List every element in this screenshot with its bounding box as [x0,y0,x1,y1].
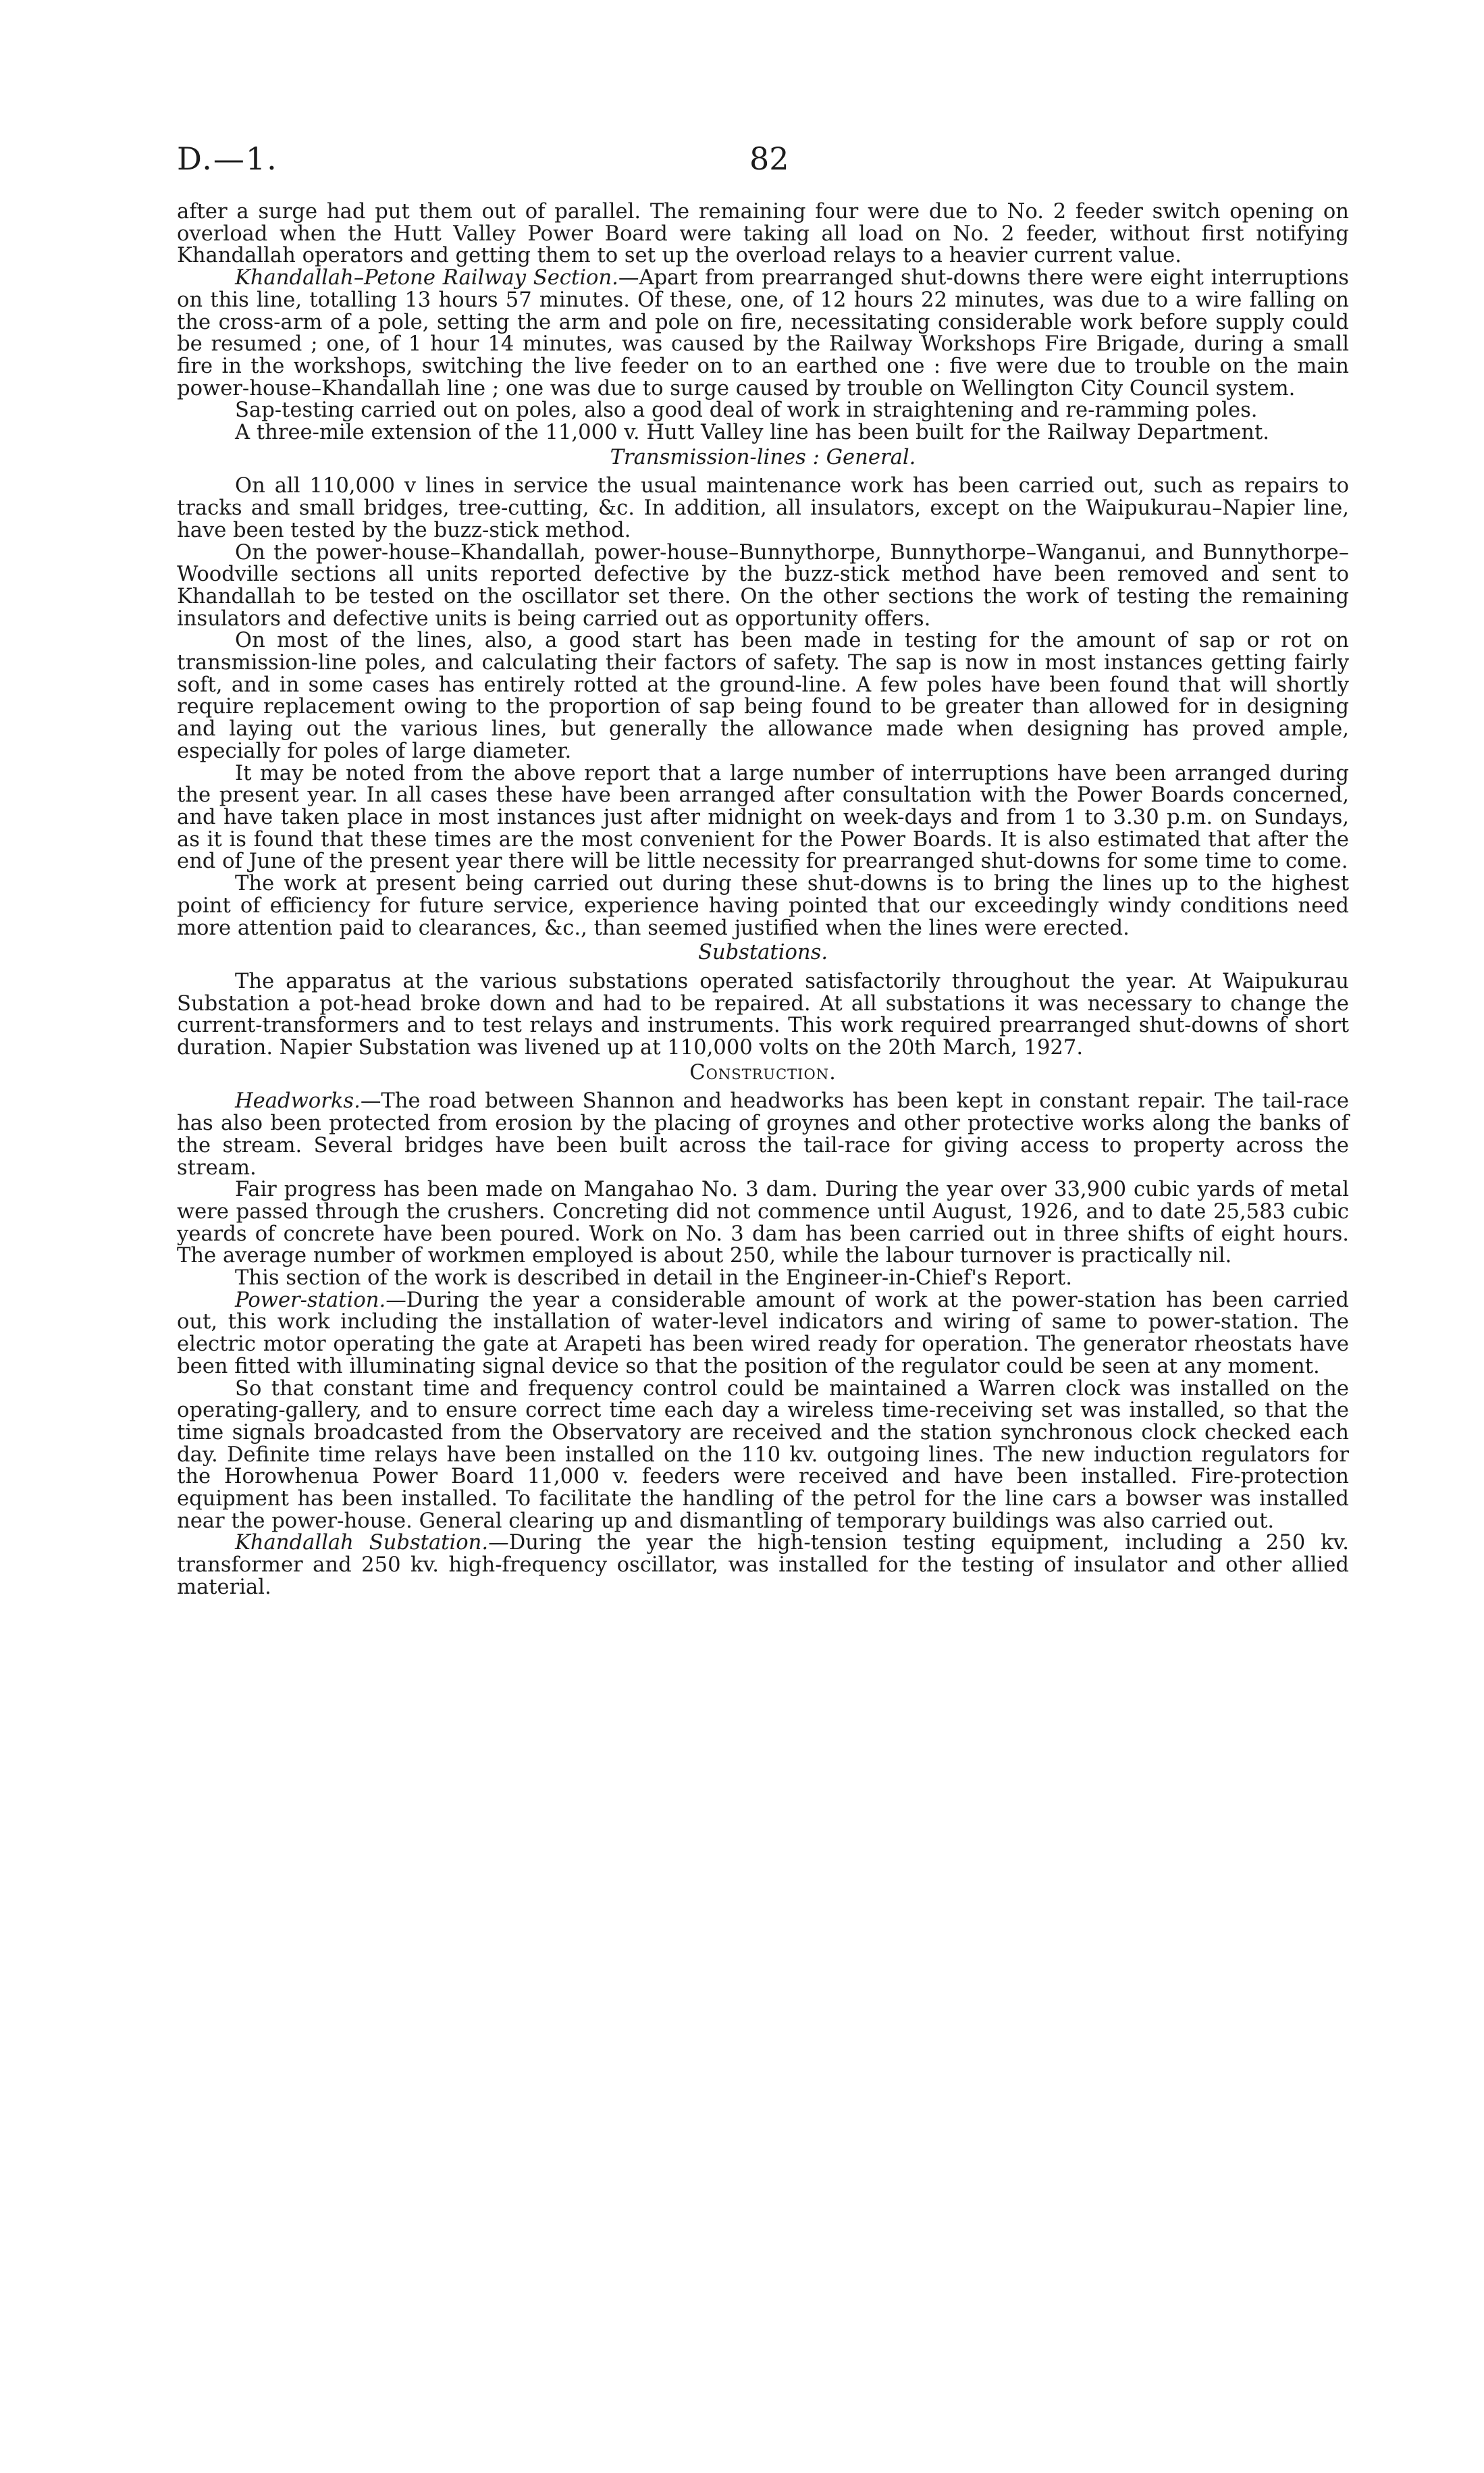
paragraph: after a surge had put them out of parallel. The remaining four were due to No. 2 feeder switch opening on overload when the Hutt Valley Power Board were taking all load on No. 2 feeder, without first notifying Khandallah operators and getting them to set up the overload relays to a heavier current value. [177,200,1349,268]
paragraph: Fair progress has been made on Mangahao No. 3 dam. During the year over 33,900 cubic yards of metal were passed through the crushers. Concreting did not commence until August, 1926, and to date 25,583 cubic yeards of concrete have been poured. Work on No. 3 dam has been carried out in three shifts of eight hours. The average number of workmen employed is about 250, while the labour turnover is practically nil. [177,1178,1349,1268]
section-lead: Khandallah–Petone Railway Section. [235,266,618,290]
paragraph: Sap-testing carried out on poles, also a good deal of work in straightening and re-ramming poles. [235,398,1258,423]
document-reference: D.—1. [177,140,278,177]
section-heading: Construction. [689,1060,837,1085]
page-number: 82 [749,140,789,177]
paragraph: On most of the lines, also, a good start has been made in testing for the amount of sap or rot on transmission-line poles, and calculating their factors of safety. The sap is now in most instances getting fairly soft, and in some cases has entirely rotted at the ground-line. A few poles have been found that will shortly require replacement owing to the proportion of sap being found to be greater than allowed for in designing and laying out the various lines, but generally the allowance made when designing has proved ample, especially for poles of large diameter. [177,629,1349,763]
paragraph [177,1532,1349,1598]
section-lead: Power-station. [235,1288,386,1312]
section-lead: Headworks. [235,1089,361,1114]
paragraph-text: —The road between Shannon and headworks has been kept in constant repair. The tail-race has also been protected from erosion by the placing of groynes and other protective works along the banks of the stream. Several bridges have been built across the tail-race for giving access to property across the stream. [177,1089,1349,1180]
section-heading: Transmission-lines : General. [610,445,916,469]
paragraph: On all 110,000 v lines in service the usual maintenance work has been carried out, such as repairs to tracks and small bridges, tree-cutting, &c. In addition, all insulators, except on the Waipukurau–Napier line, have been tested by the buzz-stick method. [177,474,1349,542]
page-header [177,140,1349,181]
paragraph: On the power-house–Khandallah, power-house–Bunnythorpe, Bunnythorpe–Wanganui, and Bunnythorpe–Woodville sections all units reported defective by the buzz-stick method have been removed and sent to Khandallah to be tested on the oscillator set there. On the other sections the work of testing the remaining insulators and defective units is being carried out as opportunity offers. [177,540,1349,631]
paragraph-text: —During the year the high-tension testing equipment, including a 250 kv. transformer and 250 kv. high-frequency oscillator, was installed for the testing of insulator and other allied material. [177,1531,1349,1599]
section-lead: Khandallah Substation. [235,1531,489,1555]
paragraph [177,1290,1349,1378]
paragraph: This section of the work is described in detail in the Engineer-in-Chief's Report. [235,1266,1072,1291]
paragraph: A three-mile extension of the 11,000 v. Hutt Valley line has been built for the Railway Department. [235,421,1269,445]
paragraph [177,1091,1349,1179]
paragraph: The work at present being carried out during these shut-downs is to bring the lines up to the highest point of efficiency for future service, experience having pointed that our exceedingly windy conditions need more attention paid to clearances, &c., than seemed justified when the lines were erected. [177,872,1349,940]
paragraph: It may be noted from the above report that a large number of interruptions have been arranged during the present year. In all cases these have been arranged after consultation with the Power Boards concerned, and have taken place in most instances just after midnight on week-days and from 1 to 3.30 p.m. on Sundays, as it is found that these times are the most convenient for the Power Boards. It is also estimated that after the end of June of the present year there will be little necessity for prearranged shut-downs for some time to come. [177,761,1349,874]
paragraph-text: —During the year a considerable amount of work at the power-station has been carried out, this work including the installation of water-level indicators and wiring of same to power-station. The electric motor operating the gate at Arapeti has been wired ready for operation. The generator rheostats have been fitted with illuminating signal device so that the position of the regulator could be seen at any moment. [177,1288,1349,1378]
body-text [177,201,1349,1599]
paragraph: So that constant time and frequency control could be maintained a Warren clock was installed on the operating-gallery, and to ensure correct time each day a wireless time-receiving set was installed, so that the time signals broadcasted from the Observatory are received and the station synchronous clock checked each day. Definite time relays have been installed on the 110 kv. outgoing lines. The new induction regulators for the Horowhenua Power Board 11,000 v. feeders were received and have been installed. Fire-protection equipment has been installed. To facilitate the handling of the petrol for the line cars a bowser was installed near the power-house. General clearing up and dismantling of temporary buildings was also carried out. [177,1376,1349,1533]
paragraph-text: —Apart from prearranged shut-downs there were eight interruptions on this line, totalling 13 hours 57 minutes. Of these, one, of 12 hours 22 minutes, was due to a wire falling on the cross-arm of a pole, setting the arm and pole on fire, necessitating considerable work before supply could be resumed ; one, of 1 hour 14 minutes, was caused by the Railway Workshops Fire Brigade, during a small fire in the workshops, switching the live feeder on to an earthed one : five were due to trouble on the main power-house–Khandallah line ; one was due to surge caused by trouble on Wellington City Council system. [177,266,1349,400]
paragraph: The apparatus at the various substations operated satisfactorily throughout the year. At Waipukurau Substation a pot-head broke down and had to be repaired. At all substations it was necessary to change the current-transformers and to test relays and instruments. This work required prearranged shut-downs of short duration. Napier Substation was livened up at 110,000 volts on the 20th March, 1927. [177,969,1349,1060]
paragraph [177,267,1349,400]
section-heading: Substations. [697,941,828,965]
